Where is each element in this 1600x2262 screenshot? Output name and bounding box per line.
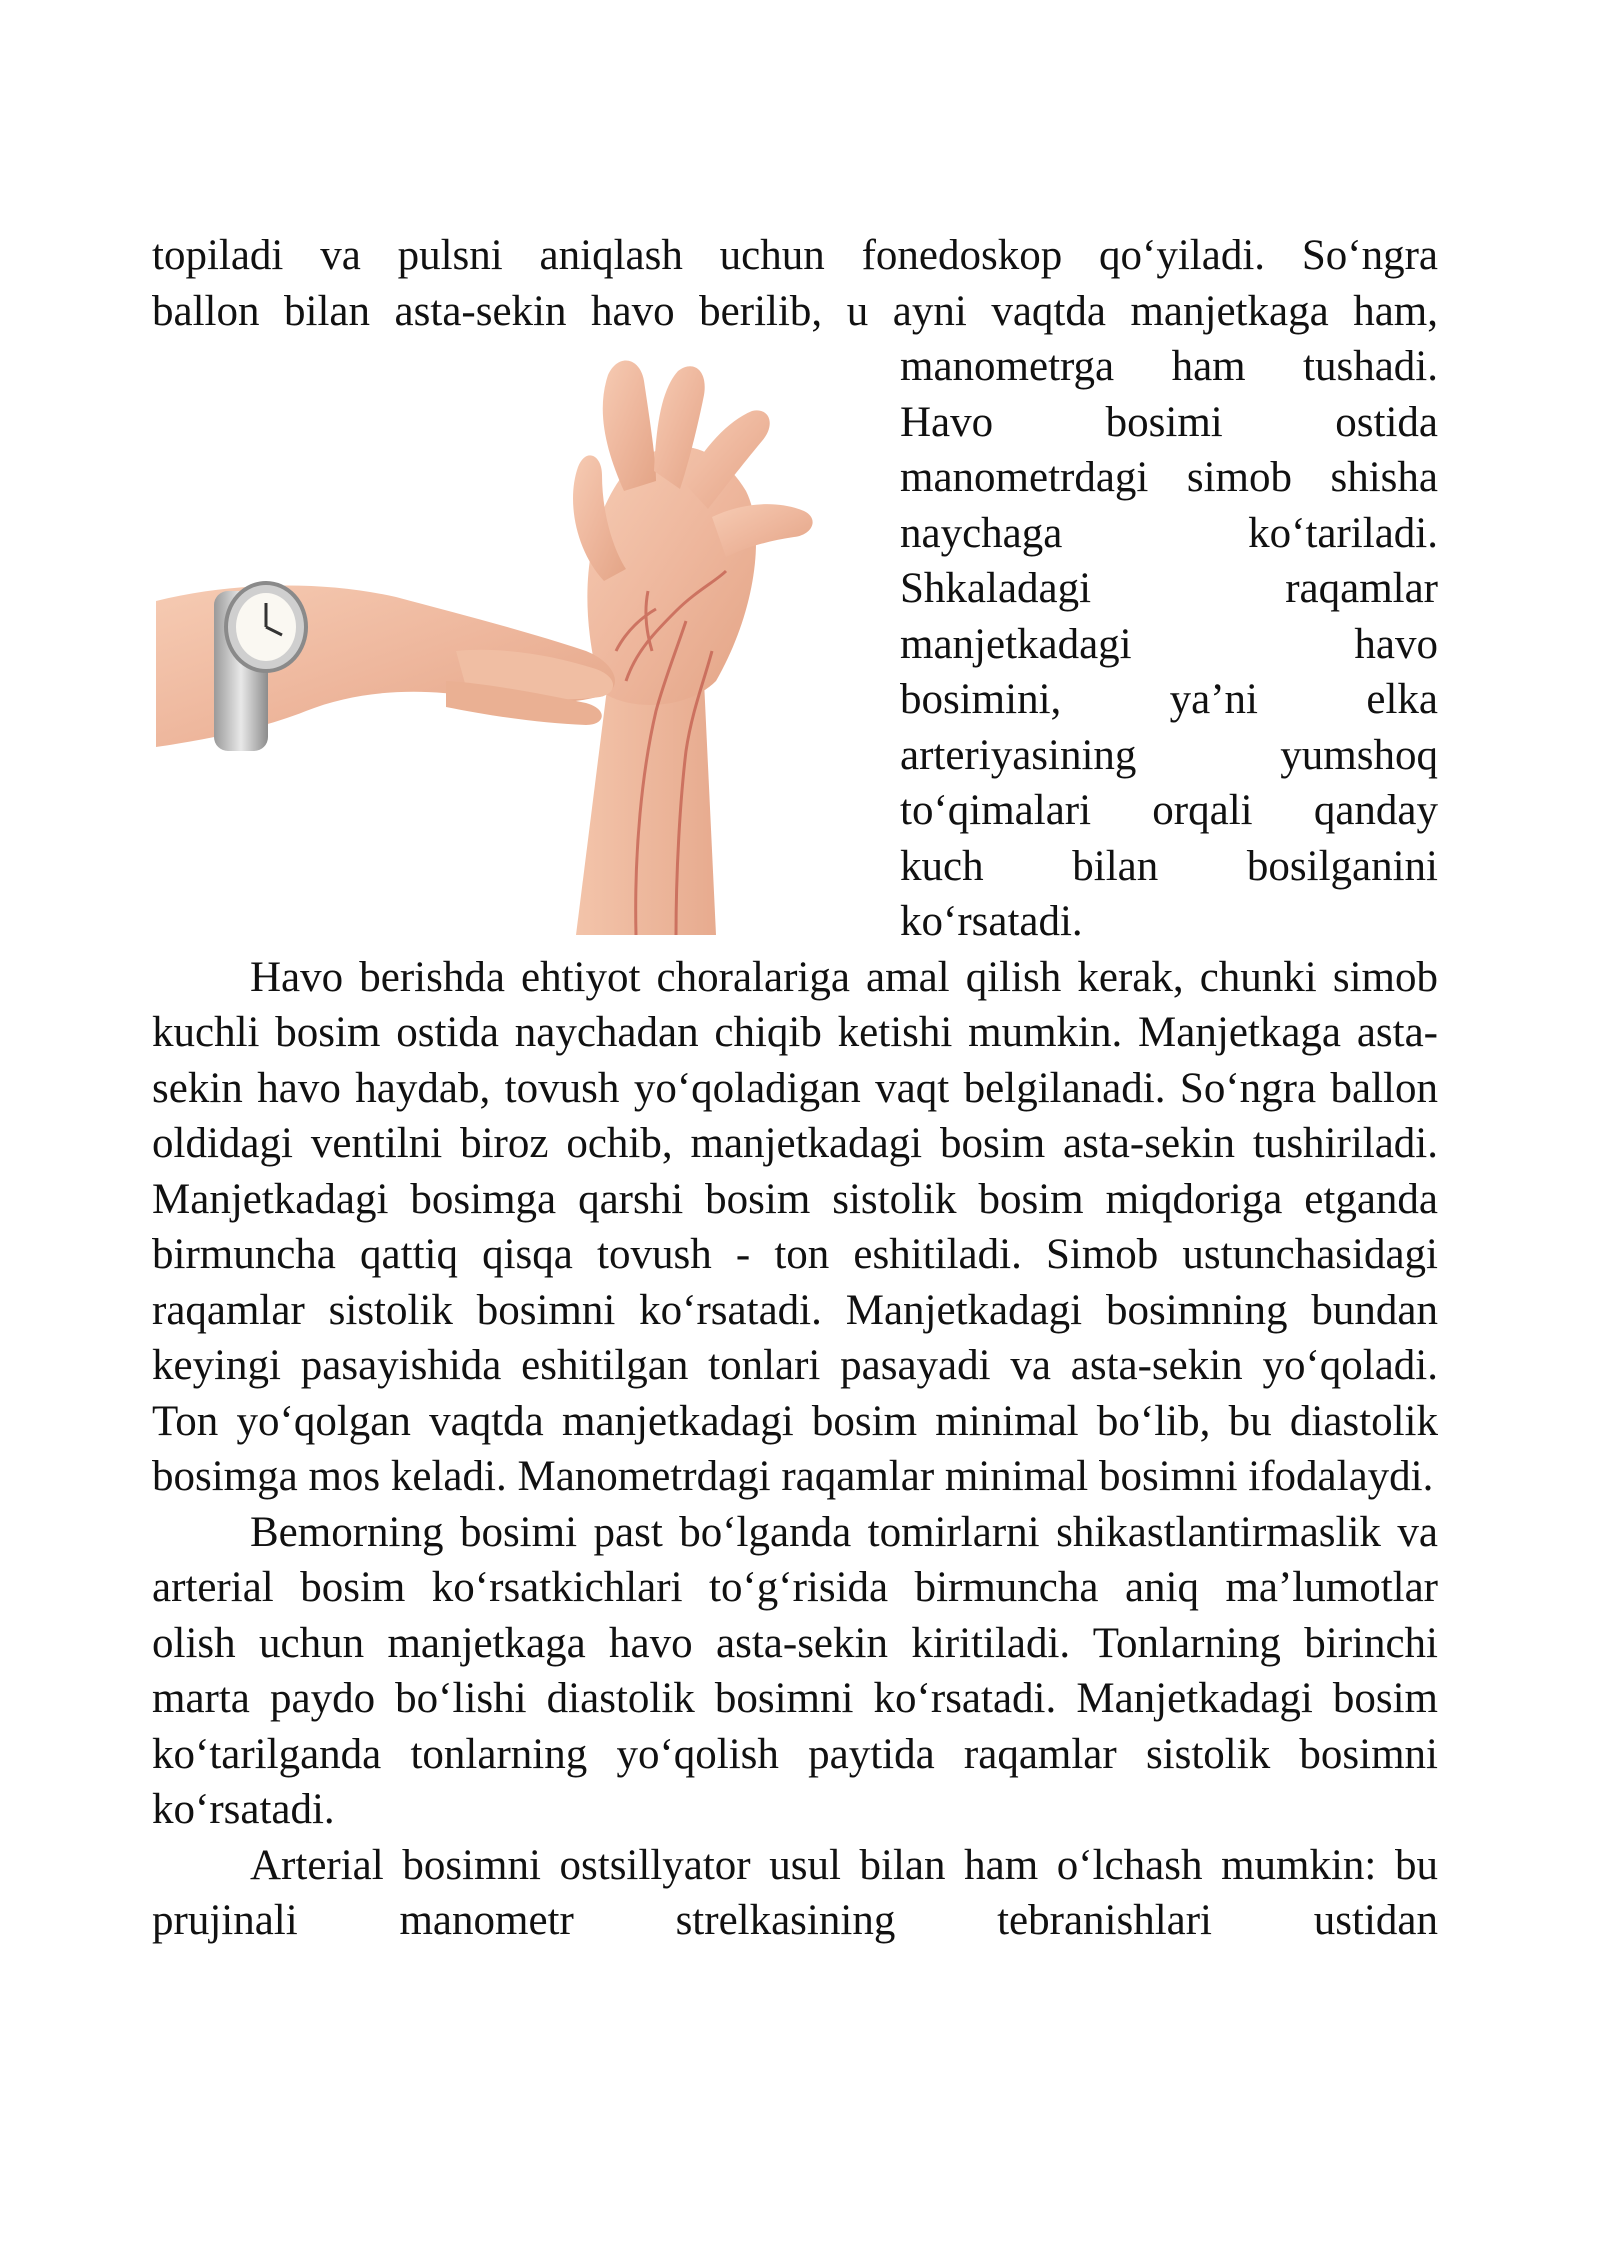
paragraph: Arterial bosimni ostsillyator usul bilan ham o‘lchash mumkin: bu prujinali manometr strelkasining tebranishlari ustidan: [152, 1841, 1438, 1944]
text-line: manometrdagi simob shisha: [900, 454, 1438, 501]
wrapped-text-column: [900, 339, 1438, 950]
document-body: [152, 228, 1438, 1949]
text-line: arteriyasining yumshoq: [900, 731, 1438, 779]
text-line: bosimini, ya’ni elka: [900, 676, 1438, 723]
text-line: manometrga ham tushadi.: [900, 343, 1438, 390]
figure-with-wrapped-text: [152, 339, 1438, 950]
text-line: naychaga ko‘tariladi.: [900, 509, 1438, 557]
paragraph: Bemorning bosimi past bo‘lganda tomirlarni shikastlantirmaslik va arterial bosim ko‘rsatkichlari to‘g‘risida birmuncha aniq ma’lumotlar olish uchun manjetkaga havo asta-sekin kiritiladi. Tonlarning birinchi marta paydo bo‘lishi diastolik bosimni ko‘rsatadi. Manjetkadagi bosim ko‘tarilganda tonlarning yo‘qolish paytida raqamlar sistolik bosimni ko‘rsatadi.: [152, 1508, 1438, 1833]
text-line: kuch bilan bosilganini: [900, 842, 1438, 890]
text-line: manjetkadagi havo: [900, 620, 1438, 668]
text-line: topiladi va pulsni aniqlash uchun fonedoskop qo‘yiladi. So‘ngra: [152, 232, 1438, 279]
text-line: ballon bilan asta-sekin havo berilib, u ayni vaqtda manjetkaga ham,: [152, 287, 1438, 335]
text-line: ko‘rsatadi.: [900, 898, 1083, 945]
text-line: to‘qimalari orqali qanday: [900, 787, 1438, 834]
text-line: Shkaladagi raqamlar: [900, 565, 1438, 612]
text-line: Havo bosimi ostida: [900, 398, 1438, 446]
hand-pulse-illustration-icon: [156, 351, 872, 935]
paragraph: Havo berishda ehtiyot choralariga amal qilish kerak, chunki simob kuchli bosim ostida naychadan chiqib ketishi mumkin. Manjetkaga asta-sekin havo haydab, tovush yo‘qoladigan vaqt belgilanadi. So‘ngra ballon oldidagi ventilni biroz ochib, manjetkadagi bosim asta-sekin tushiriladi. Manjetkadagi bosimga qarshi bosim sistolik bosim miqdoriga etganda birmuncha qattiq qisqa tovush - ton eshitiladi. Simob ustunchasidagi raqamlar sistolik bosimni ko‘rsatadi. Manjetkadagi bosimning bundan keyingi pasayishida eshitilgan tonlari pasayadi va asta-sekin yo‘qoladi. Ton yo‘qolgan vaqtda manjetkadagi bosim minimal bo‘lib, bu diastolik bosimga mos keladi. Manometrdagi raqamlar minimal bosimni ifodalaydi.: [152, 953, 1438, 1500]
opening-lines: [152, 228, 1438, 339]
